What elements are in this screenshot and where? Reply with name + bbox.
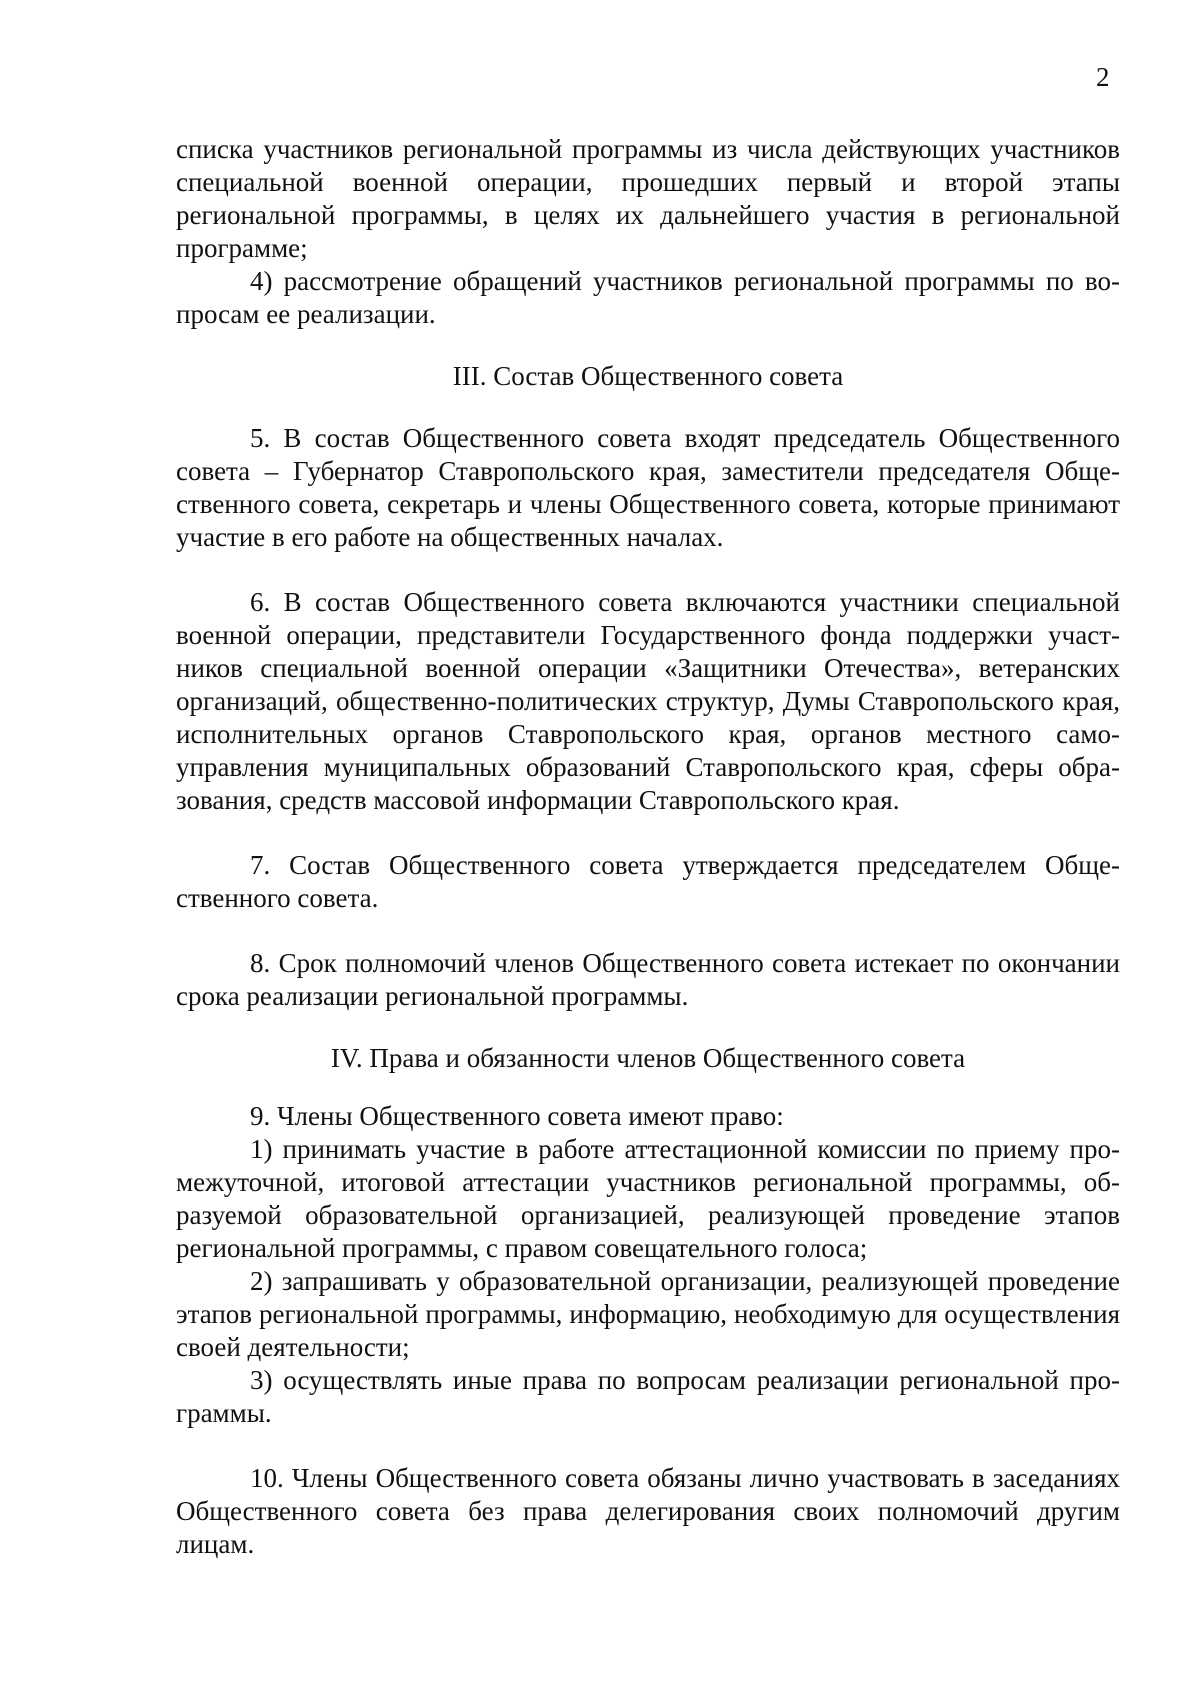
clause-9-item-1: 1) принимать участие в работе аттестационной комиссии по приему промежуточной, итоговой аттестации участников региональной программы, образуемой образовательной организацией, реализующей проведение этапов региональной программы, с правом совещательного голоса; bbox=[176, 1134, 1120, 1263]
clause-10: 10. Члены Общественного совета обязаны лично участвовать в заседаниях Общественного совета без права делегирования своих полномочий другим лицам. bbox=[176, 1463, 1120, 1559]
clause-9-item-2: 2) запрашивать у образовательной организации, реализующей проведение этапов региональной программы, информацию, необходимую для осуществления своей деятельности; bbox=[176, 1266, 1120, 1362]
clause-5: 5. В состав Общественного совета входят председатель Общественного совета – Губернатор Ставропольского края, заместители председателя Общественного совета, секретарь и члены Общественного совета, которые принимают участие в его работе на общественных началах. bbox=[176, 423, 1120, 552]
page-number: 2 bbox=[1096, 62, 1110, 92]
clause-8: 8. Срок полномочий членов Общественного совета истекает по окончании срока реализации региональной программы. bbox=[176, 948, 1120, 1011]
section-heading-3: III. Состав Общественного совета bbox=[452, 361, 844, 391]
list-item-4: 4) рассмотрение обращений участников региональной программы по вопросам ее реализации. bbox=[176, 266, 1120, 329]
clause-9: 9. Члены Общественного совета имеют право: bbox=[250, 1101, 784, 1131]
clause-6: 6. В состав Общественного совета включаются участники специальной военной операции, представители Государственного фонда поддержки участников специальной военной операции «Защитники Отечества», ветеранских организаций, общественно-политических структур, Думы Ставропольского края, исполнительных органов Ставропольского края, органов местного самоуправления муниципальных образований Ставропольского края, сферы образования, средств массовой информации Ставропольского края. bbox=[176, 587, 1120, 815]
document-body bbox=[176, 133, 1120, 1561]
clause-7: 7. Состав Общественного совета утверждается председателем Общественного совета. bbox=[176, 850, 1120, 913]
section-heading-4: IV. Права и обязанности членов Общественного совета bbox=[330, 1043, 966, 1073]
list-item-continuation: списка участников региональной программы из числа действующих участников специальной военной операции, прошедших первый и второй этапы региональной программы, в целях их дальнейшего участия в региональной программе; bbox=[176, 134, 1120, 263]
clause-9-item-3: 3) осуществлять иные права по вопросам реализации региональной программы. bbox=[176, 1365, 1120, 1428]
